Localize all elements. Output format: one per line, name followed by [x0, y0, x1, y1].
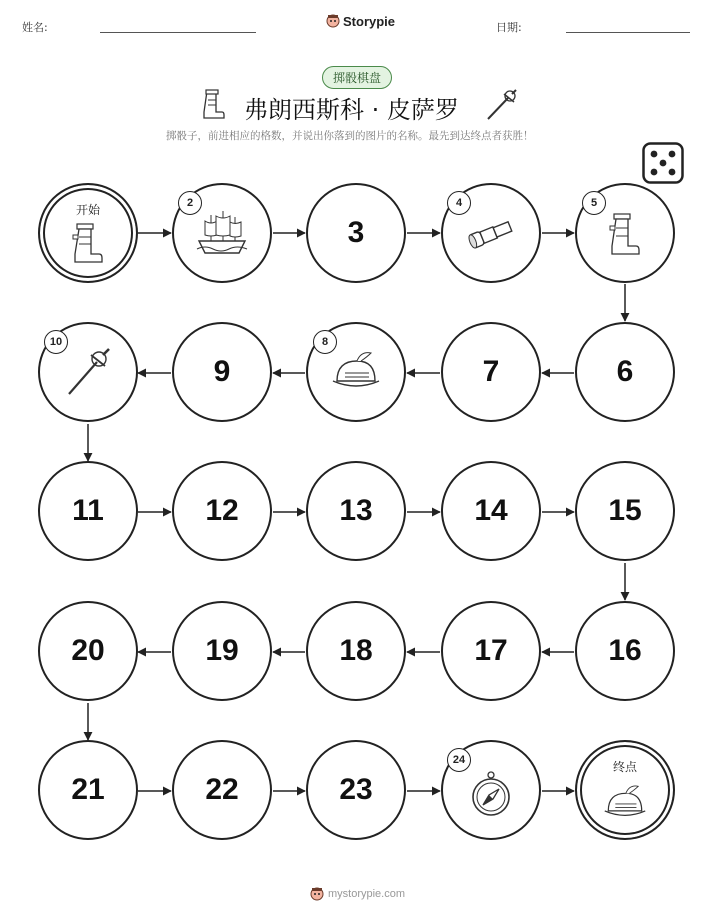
cell-number: 19 — [205, 634, 239, 667]
board-cell-start — [38, 183, 138, 283]
cell-number-badge: 8 — [313, 330, 337, 354]
finish-label: 终点 — [612, 760, 637, 774]
cell-number: 7 — [482, 355, 500, 388]
helmet-icon — [331, 351, 381, 393]
cell-number: 14 — [474, 494, 508, 527]
footer-url[interactable]: mystorypie.com — [328, 888, 406, 900]
game-tag: 掷骰棋盘 — [322, 66, 392, 89]
cell-number: 17 — [474, 634, 508, 667]
board-cell-22 — [172, 740, 272, 840]
cell-number-badge: 10 — [44, 330, 68, 354]
board-cell-12 — [172, 461, 272, 561]
cell-number: 11 — [72, 494, 104, 527]
start-label: 开始 — [75, 203, 100, 217]
board-cell-finish — [575, 740, 675, 840]
cell-number: 23 — [339, 773, 373, 806]
board-cell-9 — [172, 322, 272, 422]
cell-number: 6 — [616, 355, 634, 388]
boot-icon — [71, 222, 105, 266]
cell-number-badge: 24 — [447, 748, 471, 772]
cell-number: 22 — [205, 773, 239, 806]
cell-number-badge: 2 — [178, 191, 202, 215]
cell-number: 9 — [213, 355, 231, 388]
cell-number-badge: 4 — [447, 191, 471, 215]
sword-icon — [63, 346, 113, 398]
board-cell-18 — [306, 601, 406, 701]
helmet-icon — [603, 784, 647, 822]
cell-number: 20 — [71, 634, 105, 667]
page-title: 弗朗西斯科 · 皮萨罗 — [244, 96, 459, 124]
cell-number: 18 — [339, 634, 373, 667]
storypie-mascot-icon — [310, 886, 324, 902]
cell-number: 15 — [608, 494, 642, 527]
brand-name: Storypie — [343, 13, 396, 29]
board-cell-16 — [575, 601, 675, 701]
compass-icon — [469, 769, 513, 819]
board-cell-20 — [38, 601, 138, 701]
board-cell-23 — [306, 740, 406, 840]
cell-number-badge: 5 — [582, 191, 606, 215]
board-cell-17 — [441, 601, 541, 701]
board-cell-3 — [306, 183, 406, 283]
boot-icon — [608, 212, 642, 260]
board-cell-11 — [38, 461, 138, 561]
footer — [310, 886, 405, 902]
name-label: 姓名: — [22, 21, 48, 34]
board-cell-6 — [575, 322, 675, 422]
board-cell-14 — [441, 461, 541, 561]
board-cell-7 — [441, 322, 541, 422]
spyglass-icon — [465, 215, 517, 251]
date-label: 日期: — [496, 21, 522, 34]
board-cell-15 — [575, 461, 675, 561]
ship-icon — [195, 209, 249, 257]
cell-number: 21 — [71, 773, 105, 806]
cell-number: 13 — [339, 494, 373, 527]
board-cell-13 — [306, 461, 406, 561]
board-cell-19 — [172, 601, 272, 701]
board-cell-21 — [38, 740, 138, 840]
cell-number: 3 — [347, 216, 365, 249]
cell-number: 16 — [608, 634, 642, 667]
instructions: 掷骰子，前进相应的格数，并说出你落到的图片的名称。最先到达终点者获胜！ — [166, 130, 534, 142]
cell-number: 12 — [205, 494, 239, 527]
